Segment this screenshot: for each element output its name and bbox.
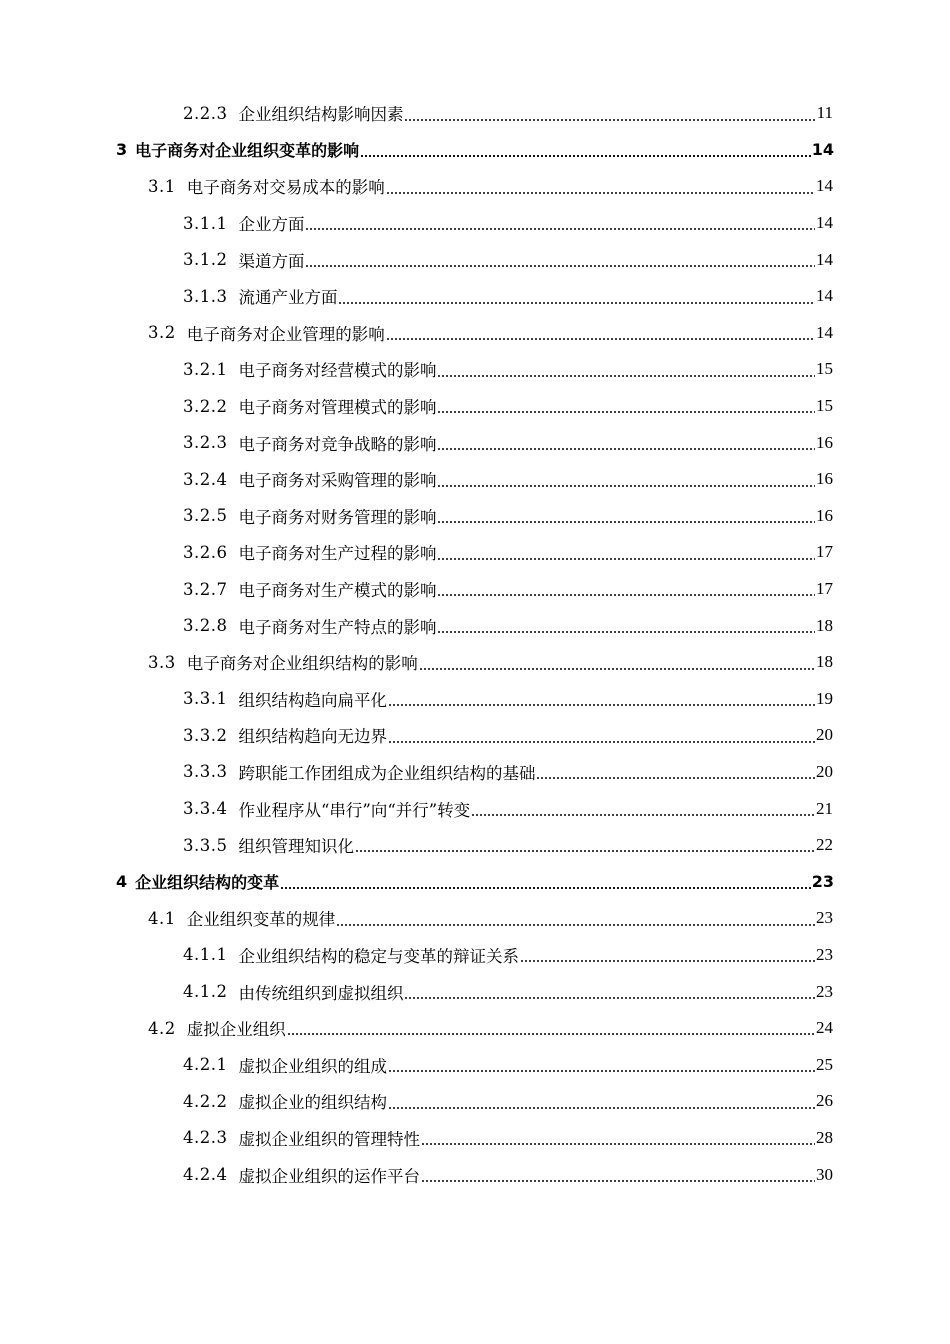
toc-entry-number: 3.1.2 [183,250,228,270]
toc-entry[interactable] [0,1083,950,1120]
toc-leader-dots [404,997,815,999]
toc-entry-title: 组织管理知识化 [238,837,354,857]
toc-entry-number: 4.1.2 [183,982,228,1002]
toc-leader-dots [437,375,815,377]
toc-leader-dots [338,302,815,304]
toc-entry-page: 18 [816,615,833,635]
toc-entry[interactable] [0,278,950,315]
toc-leader-dots [437,448,815,450]
toc-entry-page: 20 [816,725,833,745]
toc-entry-page: 14 [816,213,833,233]
toc-entry-title: 组织结构趋向扁平化 [238,690,387,710]
toc-entry-page: 30 [816,1164,833,1184]
toc-entry-number: 3.2 [148,323,176,343]
toc-entry-title: 电子商务对财务管理的影响 [238,507,437,527]
toc-entry-title: 电子商务对企业组织变革的影响 [135,141,360,161]
toc-entry-page: 14 [811,140,834,160]
toc-leader-dots [437,631,815,633]
toc-entry-page: 23 [811,872,834,892]
toc-entry-title: 企业方面 [238,215,305,235]
toc-entry-page: 25 [816,1054,833,1074]
toc-leader-dots [280,887,811,889]
toc-entry-page: 14 [816,176,833,196]
toc-entry-number: 4.2.4 [183,1165,228,1185]
toc-entry[interactable] [0,571,950,608]
toc-entry-title: 作业程序从“串行”向“并行”转变 [238,800,471,820]
toc-leader-dots [437,521,815,523]
toc-leader-dots [471,814,815,816]
toc-entry-page: 28 [816,1127,833,1147]
toc-entry-number: 3.2.4 [183,469,228,489]
toc-entry-page: 23 [816,981,833,1001]
toc-leader-dots [360,155,811,157]
toc-entry[interactable] [0,937,950,974]
toc-entry-page: 23 [816,944,833,964]
toc-entry-number: 3.2.5 [183,506,228,526]
toc-entry[interactable] [0,534,950,571]
toc-entry[interactable] [0,863,950,900]
toc-entry-number: 3.3.5 [183,835,228,855]
toc-entry-page: 16 [816,505,833,525]
toc-leader-dots [305,265,815,267]
toc-entry-number: 4.2.3 [183,1128,228,1148]
toc-entry-page: 17 [816,542,833,562]
toc-entry[interactable] [0,1010,950,1047]
toc-entry[interactable] [0,461,950,498]
toc-leader-dots [388,741,815,743]
toc-entry[interactable] [0,132,950,169]
toc-entry-title: 电子商务对交易成本的影响 [186,178,385,198]
toc-entry[interactable] [0,827,950,864]
toc-entry-number: 3.2.6 [183,542,228,562]
toc-entry-title: 由传统组织到虚拟组织 [238,983,404,1003]
toc-entry-title: 虚拟企业组织的运作平台 [238,1166,420,1186]
toc-leader-dots [520,960,815,962]
toc-entry[interactable] [0,717,950,754]
toc-entry-title: 电子商务对企业管理的影响 [186,324,385,344]
toc-entry-title: 虚拟企业的组织结构 [238,1093,387,1113]
toc-entry-number: 3.3.3 [183,762,228,782]
toc-entry-page: 15 [816,359,833,379]
toc-entry-number: 2.2.3 [183,103,228,123]
toc-leader-dots [386,338,815,340]
toc-entry-page: 11 [816,103,833,123]
toc-entry-number: 3.3.1 [183,689,228,709]
toc-entry-title: 虚拟企业组织的管理特性 [238,1129,420,1149]
toc-entry-page: 18 [816,652,833,672]
toc-entry-page: 16 [816,432,833,452]
toc-entry-page: 15 [816,396,833,416]
toc-entry-number: 3.2.7 [183,579,228,599]
toc-entry-page: 24 [816,1018,833,1038]
toc-leader-dots [421,1143,815,1145]
toc-entry[interactable] [0,1046,950,1083]
toc-entry-title: 流通产业方面 [238,288,338,308]
toc-leader-dots [421,1180,815,1182]
toc-entry-number: 3 [116,140,128,160]
toc-entry-title: 电子商务对企业组织结构的影响 [186,654,418,674]
toc-leader-dots [437,485,815,487]
toc-entry-number: 3.2.3 [183,433,228,453]
toc-entry-number: 3.2.8 [183,616,228,636]
toc-leader-dots [355,850,815,852]
toc-entry-title: 跨职能工作团组成为企业组织结构的基础 [238,763,536,783]
toc-entry[interactable] [0,1156,950,1193]
toc-entry-number: 3.1 [148,176,176,196]
toc-entry[interactable] [0,388,950,425]
toc-entry-title: 企业组织结构影响因素 [238,105,404,125]
toc-leader-dots [386,192,815,194]
toc-entry-page: 20 [816,761,833,781]
toc-entry-number: 3.1.1 [183,213,228,233]
toc-entry-number: 3.2.2 [183,396,228,416]
toc-entry-number: 4.1.1 [183,945,228,965]
toc-entry[interactable] [0,790,950,827]
toc-entry[interactable] [0,241,950,278]
toc-entry[interactable] [0,681,950,718]
toc-entry[interactable] [0,351,950,388]
toc-entry[interactable] [0,607,950,644]
toc-entry-title: 渠道方面 [238,251,305,271]
toc-entry-number: 4.2.1 [183,1055,228,1075]
toc-entry-page: 22 [816,835,833,855]
toc-entry-title: 电子商务对管理模式的影响 [238,398,437,418]
toc-leader-dots [536,777,815,779]
toc-entry[interactable] [0,1120,950,1157]
toc-entry-number: 4.2 [148,1018,176,1038]
toc-entry-number: 4 [116,872,128,892]
toc-entry-title: 电子商务对竞争战略的影响 [238,434,437,454]
toc-leader-dots [305,228,815,230]
toc-entry[interactable] [0,900,950,937]
toc-leader-dots [419,668,815,670]
toc-leader-dots [437,558,815,560]
toc-entry-number: 3.2.1 [183,359,228,379]
toc-entry-page: 14 [816,249,833,269]
toc-leader-dots [388,704,815,706]
toc-entry-number: 4.1 [148,908,176,928]
toc-leader-dots [437,411,815,413]
toc-entry-page: 26 [816,1091,833,1111]
toc-entry[interactable] [0,754,950,791]
toc-entry-page: 14 [816,322,833,342]
toc-entry-number: 4.2.2 [183,1091,228,1111]
toc-entry-number: 3.3 [148,652,176,672]
toc-entry[interactable] [0,498,950,535]
toc-leader-dots [388,1070,815,1072]
toc-leader-dots [437,594,815,596]
toc-entry-title: 组织结构趋向无边界 [238,727,387,747]
toc-entry-page: 19 [816,688,833,708]
toc-leader-dots [388,1107,815,1109]
table-of-contents [0,95,950,1193]
toc-entry-title: 电子商务对生产特点的影响 [238,617,437,637]
toc-entry-title: 电子商务对经营模式的影响 [238,361,437,381]
toc-entry[interactable] [0,168,950,205]
toc-entry[interactable] [0,205,950,242]
toc-entry[interactable] [0,315,950,352]
toc-entry[interactable] [0,95,950,132]
toc-entry-page: 23 [816,908,833,928]
toc-entry-title: 虚拟企业组织的组成 [238,1056,387,1076]
toc-entry-page: 14 [816,286,833,306]
toc-entry[interactable] [0,973,950,1010]
toc-entry[interactable] [0,644,950,681]
toc-entry-page: 17 [816,579,833,599]
toc-entry-title: 企业组织变革的规律 [186,910,336,930]
toc-entry-title: 虚拟企业组织 [186,1020,286,1040]
toc-entry-title: 企业组织结构的稳定与变革的辩证关系 [238,946,519,966]
toc-entry-title: 电子商务对生产模式的影响 [238,581,437,601]
toc-entry-page: 21 [816,798,833,818]
toc-leader-dots [336,924,815,926]
toc-entry-title: 企业组织结构的变革 [135,873,280,893]
toc-entry-title: 电子商务对生产过程的影响 [238,544,437,564]
toc-entry[interactable] [0,424,950,461]
toc-entry-number: 3.3.4 [183,799,228,819]
toc-entry-number: 3.1.3 [183,286,228,306]
toc-leader-dots [287,1033,815,1035]
toc-entry-number: 3.3.2 [183,725,228,745]
toc-leader-dots [404,119,815,121]
toc-entry-page: 16 [816,469,833,489]
toc-entry-title: 电子商务对采购管理的影响 [238,471,437,491]
